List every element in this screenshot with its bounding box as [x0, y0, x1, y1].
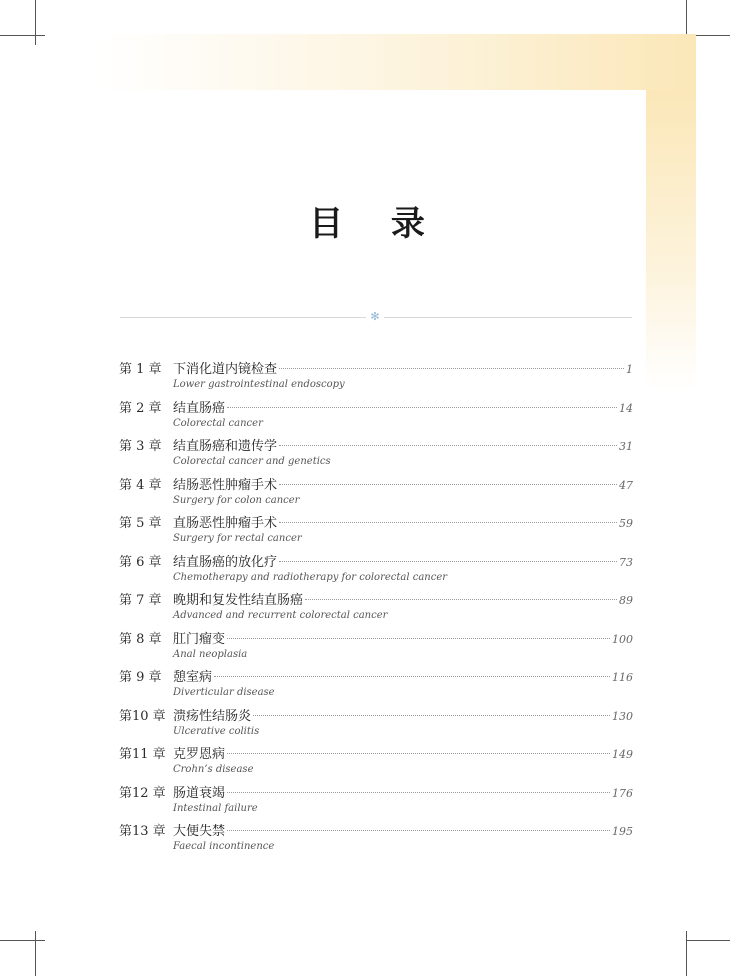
toc-page-number: 100 — [612, 632, 633, 646]
toc-entry[interactable] — [119, 477, 633, 516]
toc-title-en: Advanced and recurrent colorectal cancer — [173, 610, 388, 621]
toc-page-number: 116 — [612, 671, 633, 684]
toc-chapter-number: 第 1 章 — [119, 362, 162, 377]
toc-entry[interactable] — [119, 785, 633, 824]
toc-title-line — [173, 592, 633, 610]
toc-leader-dots — [227, 638, 610, 639]
toc-title-line — [173, 708, 633, 726]
toc-title-line — [173, 785, 633, 803]
toc-title-zh: 下消化道内镜检查 — [173, 362, 278, 377]
toc-chapter-number: 第11 章 — [119, 747, 166, 762]
toc-leader-dots — [279, 368, 624, 369]
table-of-contents — [119, 361, 633, 862]
toc-entry[interactable] — [119, 592, 633, 631]
toc-title-en: Anal neoplasia — [173, 648, 248, 660]
toc-page-number: 195 — [612, 825, 633, 838]
toc-title-en: Faecal incontinence — [173, 841, 275, 852]
toc-page-number: 47 — [619, 478, 633, 492]
toc-entry[interactable] — [119, 361, 633, 400]
toc-entry[interactable] — [119, 438, 633, 477]
toc-entry[interactable] — [119, 823, 633, 862]
toc-entry[interactable] — [119, 554, 633, 593]
divider-right — [384, 317, 632, 318]
toc-title-zh: 肠道衰竭 — [173, 785, 226, 801]
toc-leader-dots — [227, 830, 610, 831]
toc-chapter-number: 第 9 章 — [119, 670, 162, 685]
toc-chapter-number: 第 6 章 — [119, 554, 162, 570]
toc-entry[interactable] — [119, 708, 633, 747]
toc-leader-dots — [279, 445, 617, 446]
toc-title-line — [173, 361, 633, 379]
toc-chapter-number: 第 5 章 — [119, 516, 162, 531]
toc-page-number: 1 — [626, 363, 633, 376]
toc-title-line — [173, 400, 633, 418]
toc-title-zh: 晚期和复发性结直肠癌 — [173, 593, 304, 608]
divider-left — [120, 317, 366, 318]
toc-title-en: Ulcerative colitis — [173, 725, 260, 737]
toc-title-zh: 结肠恶性肿瘤手术 — [173, 477, 278, 493]
toc-title-zh: 肛门瘤变 — [173, 631, 226, 647]
toc-leader-dots — [227, 753, 610, 754]
toc-title-zh: 直肠恶性肿瘤手术 — [173, 516, 278, 531]
toc-title-en: Lower gastrointestinal endoscopy — [173, 379, 345, 390]
toc-leader-dots — [214, 676, 610, 677]
crop-mark-bottom-right-h — [686, 940, 730, 941]
toc-title-en: Colorectal cancer and genetics — [173, 456, 331, 467]
toc-title-zh: 大便失禁 — [173, 824, 226, 839]
toc-title-zh: 结直肠癌的放化疗 — [173, 554, 278, 570]
toc-chapter-number: 第 3 章 — [119, 439, 162, 454]
toc-title-line — [173, 515, 633, 533]
toc-chapter-number: 第10 章 — [119, 708, 166, 724]
toc-title-line — [173, 631, 633, 649]
toc-entry[interactable] — [119, 400, 633, 439]
toc-chapter-number: 第 2 章 — [119, 400, 162, 416]
crop-mark-bottom-left-v — [35, 931, 36, 976]
toc-entry[interactable] — [119, 515, 633, 554]
toc-page-number: 14 — [619, 401, 633, 415]
toc-title-line — [173, 823, 633, 841]
toc-title-en: Surgery for rectal cancer — [173, 533, 302, 544]
toc-leader-dots — [279, 561, 617, 562]
toc-title-en: Intestinal failure — [173, 802, 258, 814]
toc-leader-dots — [279, 484, 617, 485]
toc-leader-dots — [227, 407, 617, 408]
toc-title-zh: 结直肠癌 — [173, 400, 226, 416]
toc-page-number: 149 — [612, 748, 633, 761]
toc-page-number: 89 — [619, 594, 633, 607]
toc-chapter-number: 第 8 章 — [119, 631, 162, 647]
crop-mark-top-left-h — [0, 35, 45, 36]
toc-title-en: Crohn’s disease — [173, 764, 254, 775]
crop-mark-bottom-left-h — [0, 940, 45, 941]
toc-page-number: 31 — [619, 440, 633, 453]
toc-title-zh: 结直肠癌和遗传学 — [173, 439, 278, 454]
toc-title-zh: 溃疡性结肠炎 — [173, 708, 252, 724]
toc-chapter-number: 第13 章 — [119, 824, 166, 839]
toc-title-en: Surgery for colon cancer — [173, 494, 300, 506]
toc-title-en: Diverticular disease — [173, 687, 275, 698]
toc-leader-dots — [305, 599, 617, 600]
toc-title-line — [173, 477, 633, 495]
toc-leader-dots — [279, 522, 617, 523]
toc-title-zh: 克罗恩病 — [173, 747, 226, 762]
crop-mark-bottom-right-v — [686, 931, 687, 976]
toc-chapter-number: 第 7 章 — [119, 593, 162, 608]
page-title: 目 录 — [309, 204, 443, 244]
snowflake-icon: ✻ — [370, 310, 380, 323]
decorative-gradient-band — [100, 34, 696, 90]
toc-title-line — [173, 554, 633, 572]
toc-chapter-number: 第12 章 — [119, 785, 166, 801]
toc-title-line — [173, 438, 633, 456]
toc-entry[interactable] — [119, 631, 633, 670]
toc-title-zh: 憩室病 — [173, 670, 213, 685]
toc-title-en: Colorectal cancer — [173, 417, 263, 429]
toc-page-number: 130 — [612, 709, 633, 723]
toc-title-line — [173, 746, 633, 764]
crop-mark-top-left-v — [35, 0, 36, 45]
toc-entry[interactable] — [119, 746, 633, 785]
toc-title-en: Chemotherapy and radiotherapy for colorectal cancer — [173, 571, 448, 583]
toc-page-number: 59 — [619, 517, 633, 530]
toc-leader-dots — [227, 792, 610, 793]
toc-page-number: 176 — [612, 786, 633, 800]
toc-entry[interactable] — [119, 669, 633, 708]
toc-title-line — [173, 669, 633, 687]
toc-page-number: 73 — [619, 555, 633, 569]
toc-chapter-number: 第 4 章 — [119, 477, 162, 493]
toc-leader-dots — [253, 715, 610, 716]
